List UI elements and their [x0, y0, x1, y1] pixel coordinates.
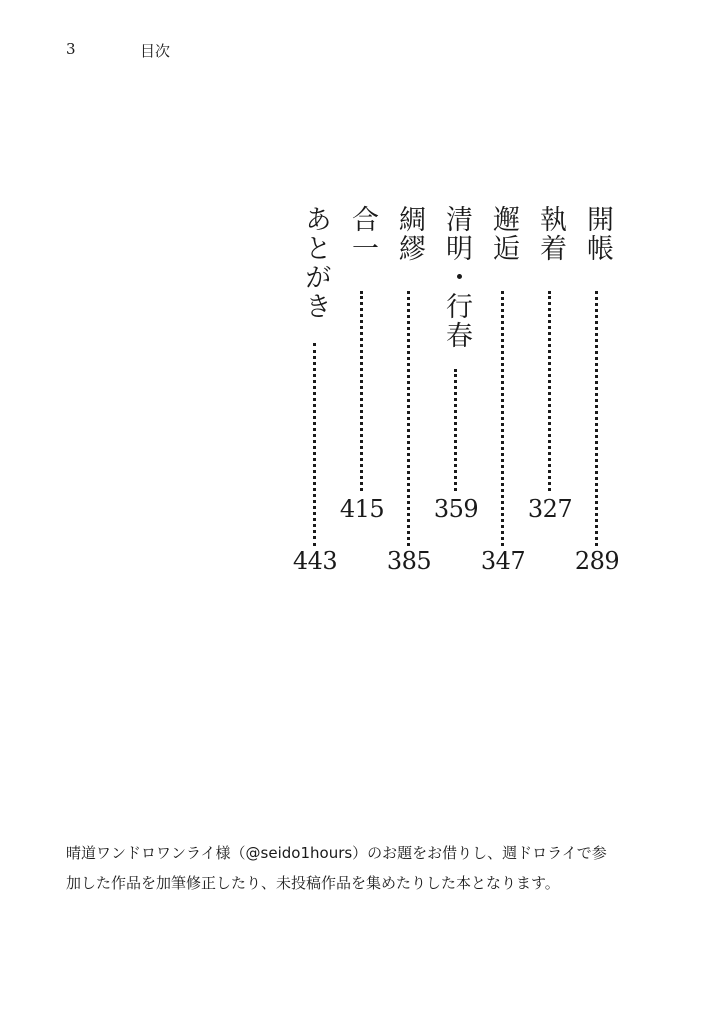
toc-entry-shuchaku[interactable] — [527, 205, 573, 605]
toc-entry-page: 443 — [292, 547, 338, 575]
toc-entry-seimei-koshun[interactable] — [433, 205, 479, 605]
toc-entry-title: 合一 — [347, 205, 378, 263]
toc-entry-goitsu[interactable] — [339, 205, 385, 605]
page-number: 3 — [66, 40, 76, 58]
page-header — [66, 40, 170, 61]
toc-entry-title: 清明・行春 — [441, 205, 472, 350]
toc-entry-title: 開帳 — [582, 205, 613, 263]
note-line: 晴道ワンドロワンライ様（@seido1hours）のお題をお借りし、週ドロライで参 — [66, 844, 607, 862]
toc-entry-kaicho[interactable] — [574, 205, 620, 605]
dotted-leader — [407, 291, 410, 546]
dotted-leader — [313, 343, 316, 546]
toc-entry-title: 綢繆 — [394, 205, 425, 263]
toc-entry-page: 347 — [480, 547, 526, 575]
dotted-leader — [454, 369, 457, 491]
page-title: 目次 — [140, 42, 171, 60]
toc-entry-page: 415 — [339, 495, 385, 523]
dotted-leader — [548, 291, 551, 491]
toc-entry-atogaki[interactable] — [292, 205, 338, 605]
book-note — [66, 838, 666, 898]
toc-entry-kaiko[interactable] — [480, 205, 526, 605]
toc-entry-page: 359 — [433, 495, 479, 523]
note-line: 加した作品を加筆修正したり、未投稿作品を集めたりした本となります。 — [66, 874, 560, 892]
toc-entry-page: 289 — [574, 547, 620, 575]
table-of-contents — [0, 205, 726, 605]
toc-entry-page: 385 — [386, 547, 432, 575]
toc-entry-title: あとがき — [300, 205, 331, 321]
toc-entry-chubyu[interactable] — [386, 205, 432, 605]
toc-entry-title: 執着 — [535, 205, 566, 263]
dotted-leader — [360, 291, 363, 491]
dotted-leader — [595, 291, 598, 546]
toc-entry-page: 327 — [527, 495, 573, 523]
dotted-leader — [501, 291, 504, 546]
toc-entry-title: 邂逅 — [488, 205, 519, 263]
